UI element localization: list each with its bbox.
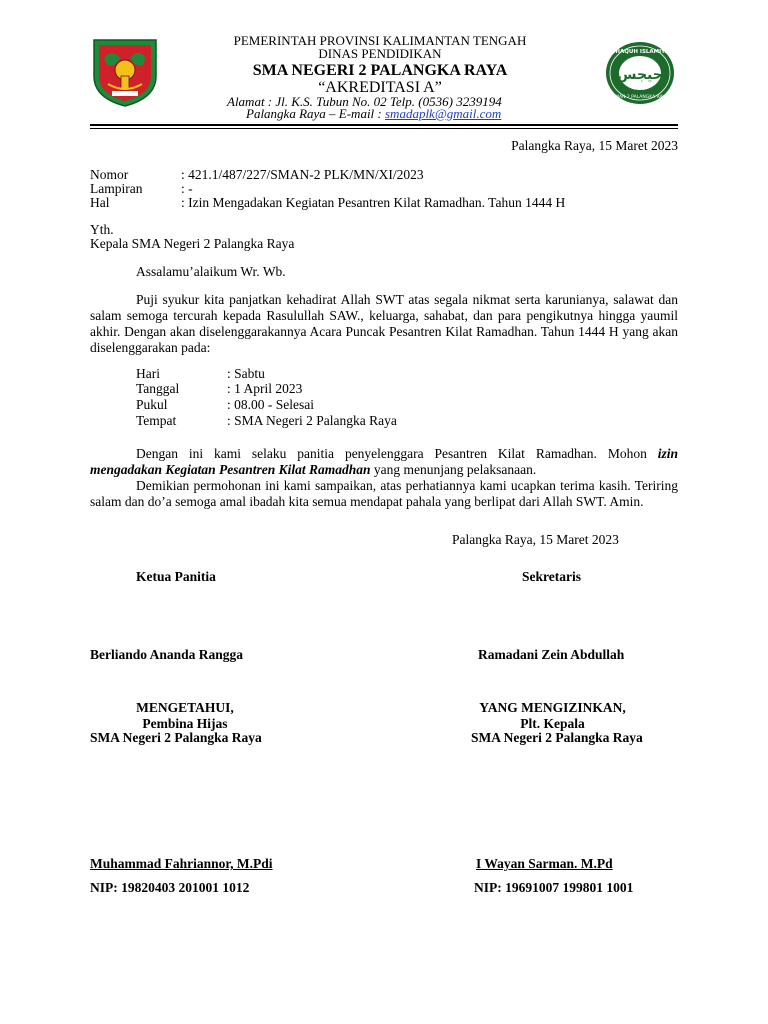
request-text-start: Dengan ini kami selaku panitia penyelenggara Pesantren Kilat Ramadhan. Mohon [136, 446, 658, 461]
permit-title: YANG MENGIZINKAN, [479, 700, 626, 715]
letterhead-city-label: Palangka Raya – E-mail : [246, 106, 385, 121]
permit-org: SMA Negeri 2 Palangka Raya [471, 730, 643, 745]
request-text-end: yang menunjang pelaksanaan. [370, 462, 537, 477]
greeting: Assalamu’alaikum Wr. Wb. [136, 264, 286, 279]
acknowledge-org: SMA Negeri 2 Palangka Raya [90, 730, 262, 745]
chair-title: Ketua Panitia [136, 569, 216, 584]
closing-paragraph: Demikian permohonan ini kami sampaikan, atas perhatiannya kami ucapkan terima kasih. Teriring salam dan do’a semoga amal ibadah kita semua mendapat pahala yang berlipat dari Allah SWT. Amin. [90, 478, 678, 509]
rohis-logo-top-text: ROHAQUH ISLAMIYAH [606, 49, 674, 55]
email-link[interactable]: smadaplk@gmail.com [385, 106, 502, 121]
signing-date: Palangka Raya, 15 Maret 2023 [452, 532, 619, 547]
province-crest-logo [90, 36, 160, 108]
event-day-label: Hari [136, 366, 160, 381]
meta-subject-value: : Izin Mengadakan Kegiatan Pesantren Kilat Ramadhan. Tahun 1444 H [181, 195, 566, 210]
letterhead-department: DINAS PENDIDIKAN [318, 46, 442, 61]
meta-number-value: : 421.1/487/227/SMAN-2 PLK/MN/XI/2023 [181, 167, 424, 182]
event-place-label: Tempat [136, 413, 177, 428]
meta-attachment-label: Lampiran [90, 181, 143, 196]
letterhead-address: Alamat : Jl. K.S. Tubun No. 02 Telp. (0536) 3239194 [227, 94, 502, 109]
chair-name: Berliando Ananda Rangga [90, 647, 244, 662]
rohis-logo [604, 40, 676, 106]
permit-role: Plt. Kepala [520, 716, 585, 731]
meta-subject-label: Hal [90, 195, 110, 210]
acknowledge-title: MENGETAHUI, [136, 700, 234, 715]
request-paragraph [90, 446, 678, 478]
acknowledge-nip: NIP: 19820403 201001 1012 [90, 880, 250, 895]
letterhead-accreditation: “AKREDITASI A” [318, 79, 442, 96]
acknowledge-role: Pembina Hijas [142, 716, 228, 731]
event-time-value: : 08.00 - Selesai [227, 397, 314, 412]
recipient-salutation: Yth. [90, 222, 114, 237]
permit-name: I Wayan Sarman. M.Pd [476, 856, 613, 871]
event-date-label: Tanggal [136, 381, 180, 396]
letter-date: Palangka Raya, 15 Maret 2023 [511, 138, 678, 153]
letterhead-government: PEMERINTAH PROVINSI KALIMANTAN TENGAH [233, 33, 527, 48]
secretary-title: Sekretaris [522, 569, 581, 584]
event-place-value: : SMA Negeri 2 Palangka Raya [227, 413, 397, 428]
meta-number-label: Nomor [90, 167, 129, 182]
event-day-value: : Sabtu [227, 366, 265, 381]
event-date-value: : 1 April 2023 [227, 381, 303, 396]
recipient-name: Kepala SMA Negeri 2 Palangka Raya [90, 236, 295, 251]
permit-nip: NIP: 19691007 199801 1001 [474, 880, 634, 895]
letterhead-divider-thick [90, 124, 678, 126]
secretary-name: Ramadani Zein Abdullah [478, 647, 625, 662]
letterhead-divider-thin [90, 128, 678, 129]
request-emphasis: izin mengadakan Kegiatan Pesantren Kilat Ramadhan [90, 446, 678, 477]
opening-paragraph: Puji syukur kita panjatkan kehadirat Allah SWT atas segala nikmat serta karunianya, salawat dan salam semoga tercurah kepada Rasulullah SAW., keluarga, sahabat, dan para pengikutnya hingga yaumil akhir. Dengan akan diselenggarakannya Acara Puncak Pesantren Kilat Ramadhan. Tahun 1444 H yang akan diselenggarakan pada: [90, 292, 678, 355]
rohis-logo-bottom-text: SMAN 2 PALANGKA RAYA [612, 95, 668, 100]
rohis-logo-center-text: حيجس [617, 67, 663, 83]
meta-attachment-value: : - [181, 181, 193, 196]
acknowledge-name: Muhammad Fahriannor, M.Pdi [90, 856, 273, 871]
event-time-label: Pukul [136, 397, 168, 412]
letterhead-school-name: SMA NEGERI 2 PALANGKA RAYA [252, 62, 508, 79]
letterhead-city-email [246, 107, 501, 121]
